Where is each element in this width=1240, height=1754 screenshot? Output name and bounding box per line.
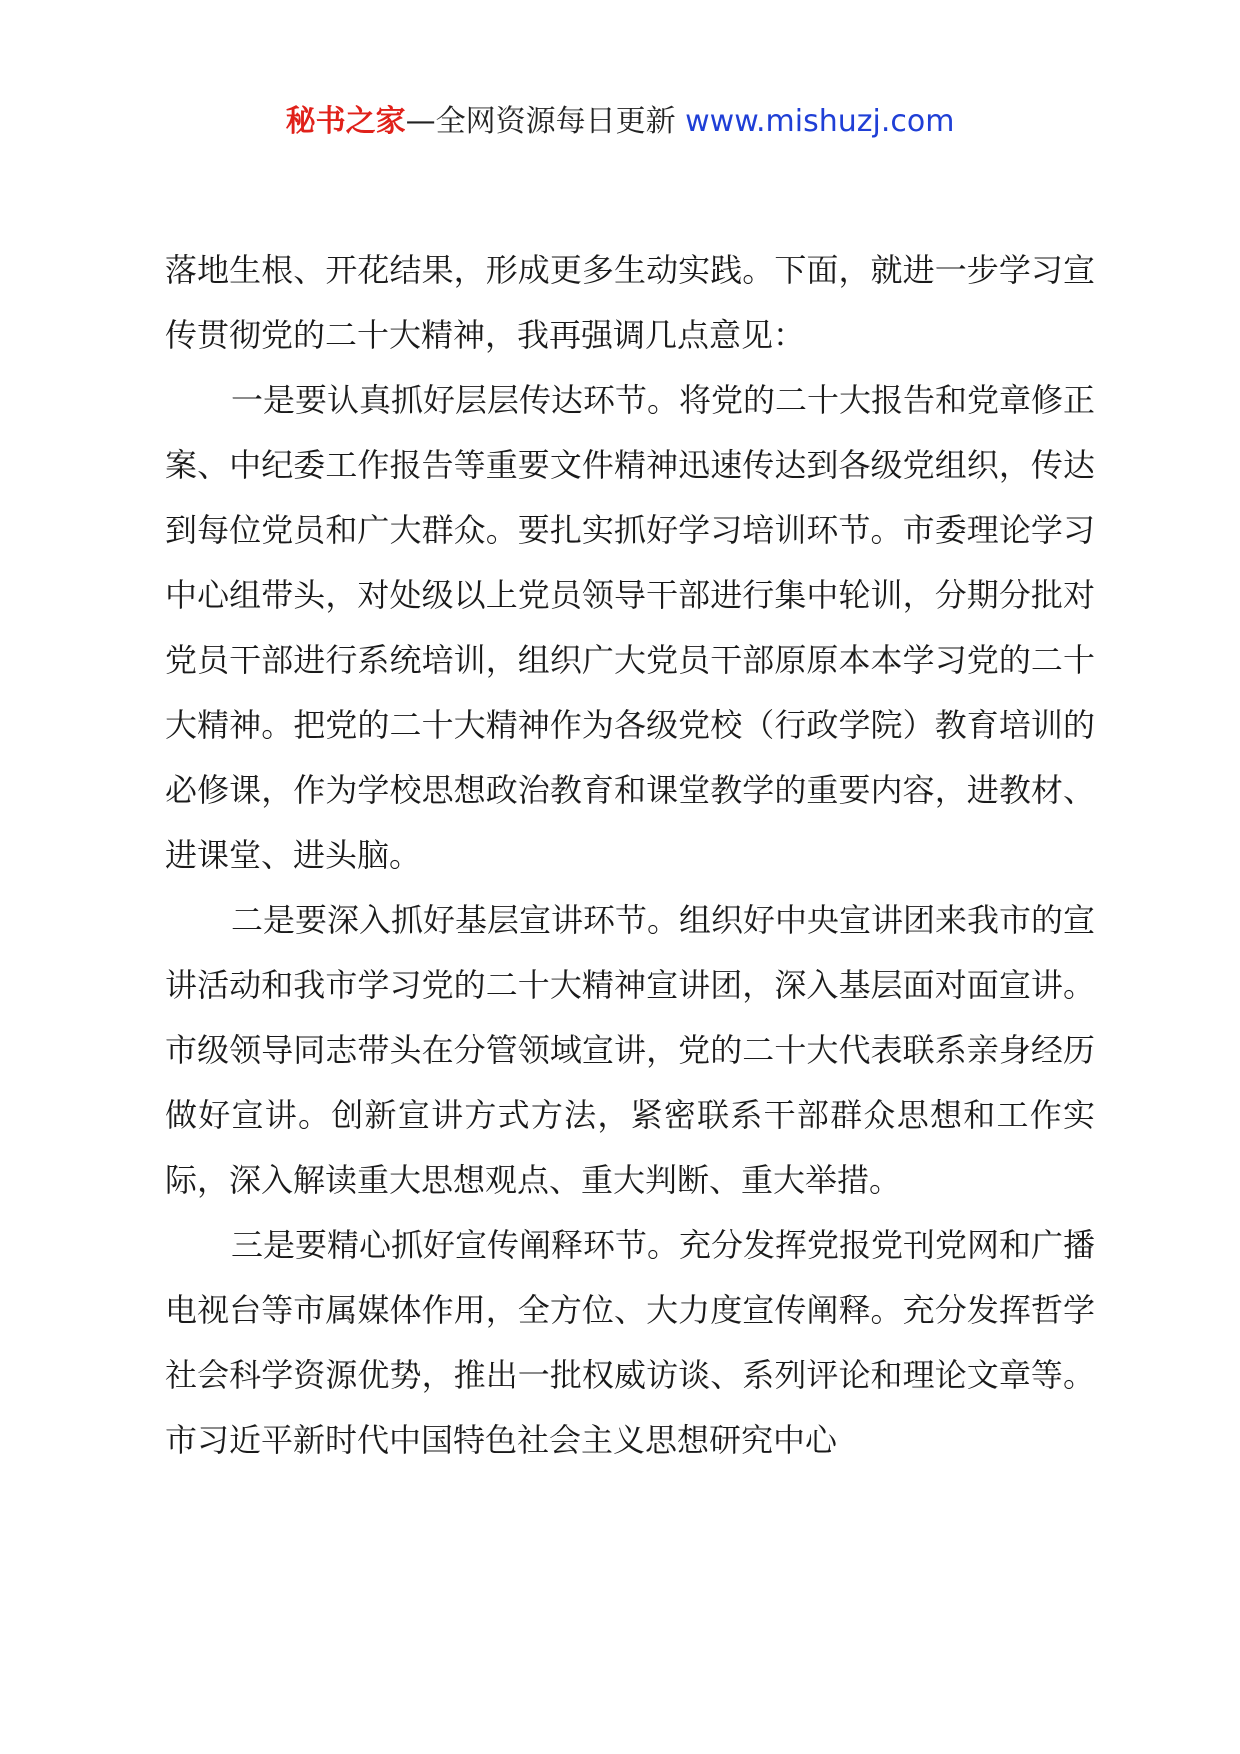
paragraph-point-one: 一是要认真抓好层层传达环节。将党的二十大报告和党章修正案、中纪委工作报告等重要文件精神迅速传达到各级党组织，传达到每位党员和广大群众。要扎实抓好学习培训环节。市委理论学习中心组带头，对处级以上党员领导干部进行集中轮训，分期分批对党员干部进行系统培训，组织广大党员干部原原本本学习党的二十大精神。把党的二十大精神作为各级党校（行政学院）教育培训的必修课，作为学校思想政治教育和课堂教学的重要内容，进教材、进课堂、进头脑。: [165, 381, 1096, 874]
site-header: [0, 100, 1240, 144]
paragraph-continuation: 落地生根、开花结果，形成更多生动实践。下面，就进一步学习宣传贯彻党的二十大精神，我再强调几点意见：: [165, 251, 1095, 354]
site-url-link[interactable]: www.mishuzj.com: [685, 104, 955, 139]
brand-name: 秘书之家: [285, 104, 406, 139]
paragraph-point-three: 三是要精心抓好宣传阐释环节。充分发挥党报党刊党网和广播电视台等市属媒体作用，全方位、大力度宣传阐释。充分发挥哲学社会科学资源优势，推出一批权威访谈、系列评论和理论文章等。市习近平新时代中国特色社会主义思想研究中心: [165, 1226, 1096, 1459]
paragraph-point-two: 二是要深入抓好基层宣讲环节。组织好中央宣讲团来我市的宣讲活动和我市学习党的二十大精神宣讲团，深入基层面对面宣讲。市级领导同志带头在分管领域宣讲，党的二十大代表联系亲身经历做好宣讲。创新宣讲方式方法，紧密联系干部群众思想和工作实际，深入解读重大思想观点、重大判断、重大举措。: [165, 901, 1096, 1199]
document-body: [165, 238, 1095, 1473]
header-tagline: —全网资源每日更新: [405, 104, 676, 139]
